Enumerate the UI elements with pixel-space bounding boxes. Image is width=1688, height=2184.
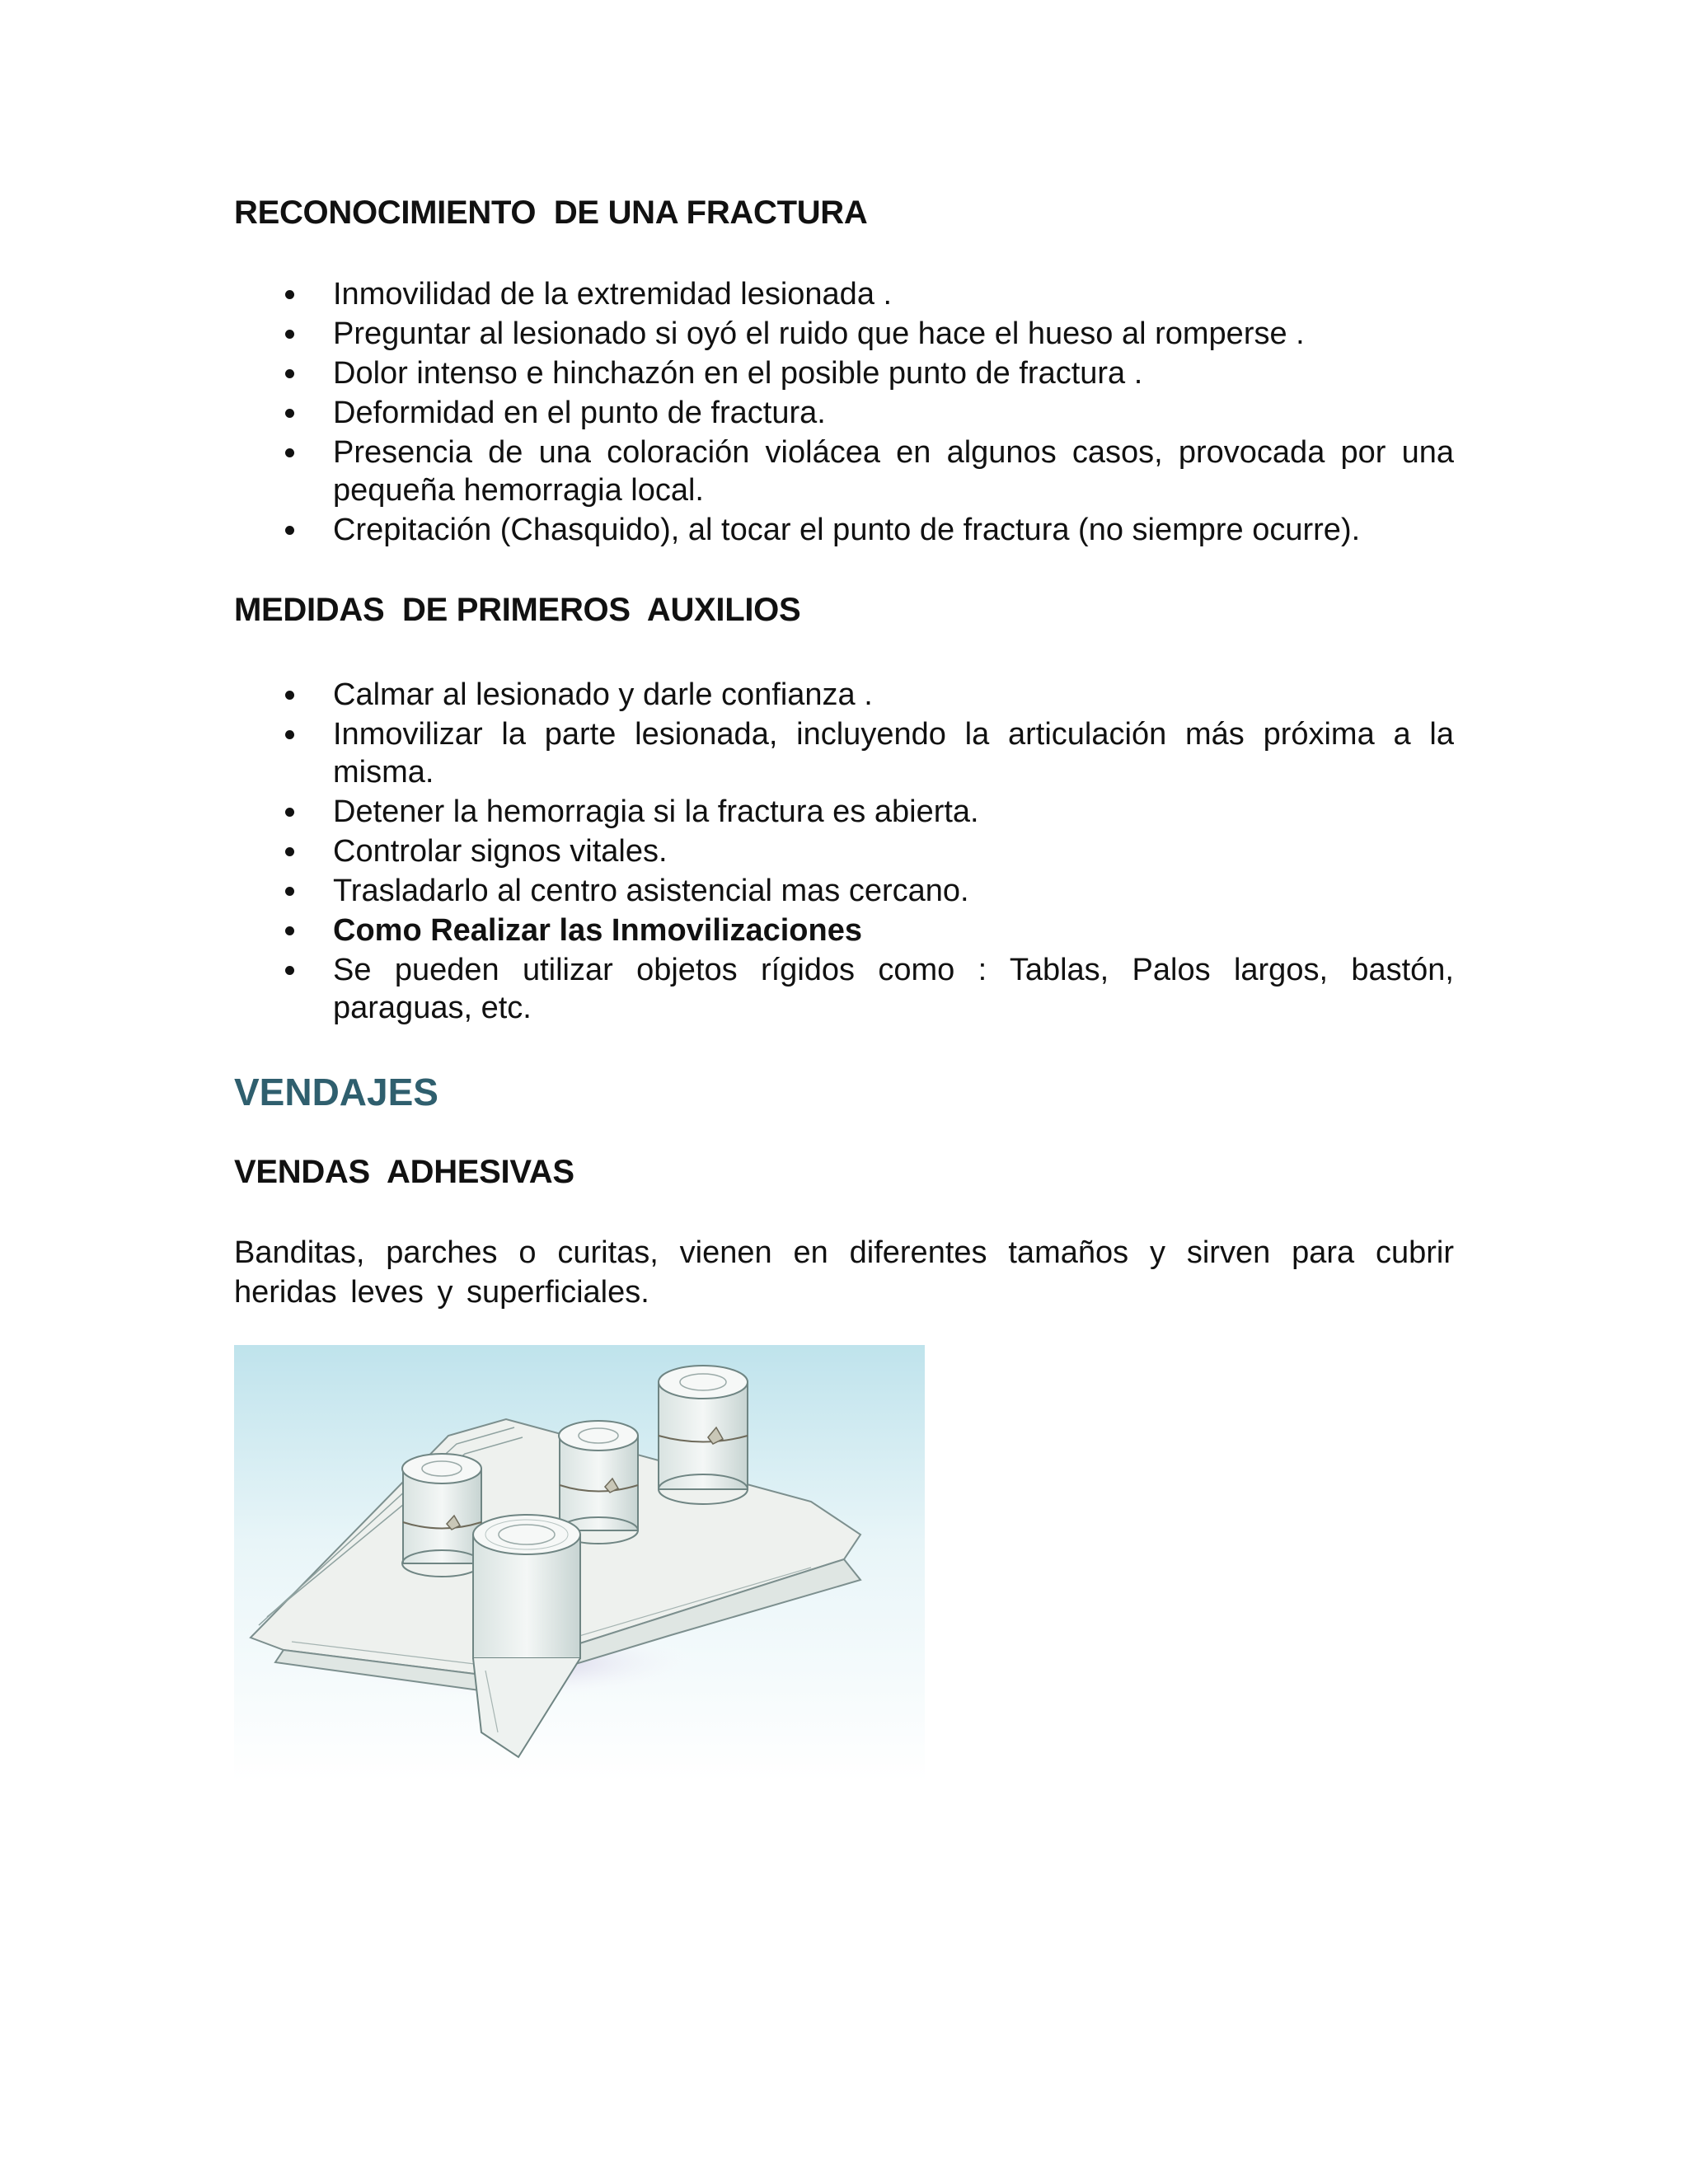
list-item-text: Controlar signos vitales. [333,834,668,869]
bullet-icon [285,847,294,856]
list-item-text: Crepitación (Chasquido), al tocar el punto de fractura (no siempre ocurre). [333,513,1361,547]
list-item [234,793,1454,831]
bullet-icon [285,526,294,535]
adhesive-bandages-paragraph: Banditas, parches o curitas, vienen en diferentes tamaños y sirven para cubrir heridas leves y superficiales. [234,1235,1454,1310]
list-item-text: Dolor intenso e hinchazón en el posible punto de fractura . [333,356,1143,391]
list-item [234,354,1454,392]
bullet-icon [285,691,294,700]
list-item-text: Inmovilizar la parte lesionada, incluyendo la articulación más próxima a la misma. [333,717,1454,790]
bullet-icon [285,330,294,339]
list-item-text: Detener la hemorragia si la fractura es abierta. [333,794,979,829]
list-item-text: Preguntar al lesionado si oyó el ruido que hace el hueso al romperse . [333,316,1305,351]
bullet-icon [285,448,294,457]
bullet-icon [285,730,294,739]
list-item [234,676,1454,714]
list-item [234,511,1454,549]
list-item-text: Trasladarlo al centro asistencial mas cercano. [333,874,969,908]
fracture-signs-list [234,275,1454,551]
list-item [234,872,1454,910]
list-item-text: Se pueden utilizar objetos rígidos como : Tablas, Palos largos, bastón, paraguas, etc. [333,953,1454,1025]
list-item [234,394,1454,432]
section-title-fracture-recognition: RECONOCIMIENTO DE UNA FRACTURA [234,194,868,231]
bullet-icon [285,409,294,418]
list-item [234,315,1454,353]
list-item-text: Como Realizar las Inmovilizaciones [333,913,862,948]
list-item [234,832,1454,870]
list-item-text: Deformidad en el punto de fractura. [333,396,826,430]
bullet-icon [285,808,294,817]
list-item [234,951,1454,1027]
bullet-icon [285,926,294,935]
list-item-text: Calmar al lesionado y darle confianza . [333,677,873,712]
list-item [234,715,1454,791]
list-item-text: Presencia de una coloración violácea en algunos casos, provocada por una pequeña hemorragia local. [333,435,1454,508]
list-item [234,434,1454,509]
list-item [234,275,1454,313]
bullet-icon [285,369,294,378]
first-aid-list [234,676,1454,1029]
section-title-bandages: VENDAJES [234,1071,438,1113]
list-item-text: Inmovilidad de la extremidad lesionada . [333,277,893,312]
bandage-rolls-icon [234,1345,925,1782]
bullet-icon [285,887,294,896]
bullet-icon [285,966,294,975]
subsection-title-adhesive-bandages: VENDAS ADHESIVAS [234,1154,574,1190]
bandage-rolls-illustration [234,1345,925,1782]
list-item [234,912,1454,949]
bullet-icon [285,290,294,299]
section-title-first-aid: MEDIDAS DE PRIMEROS AUXILIOS [234,592,801,628]
